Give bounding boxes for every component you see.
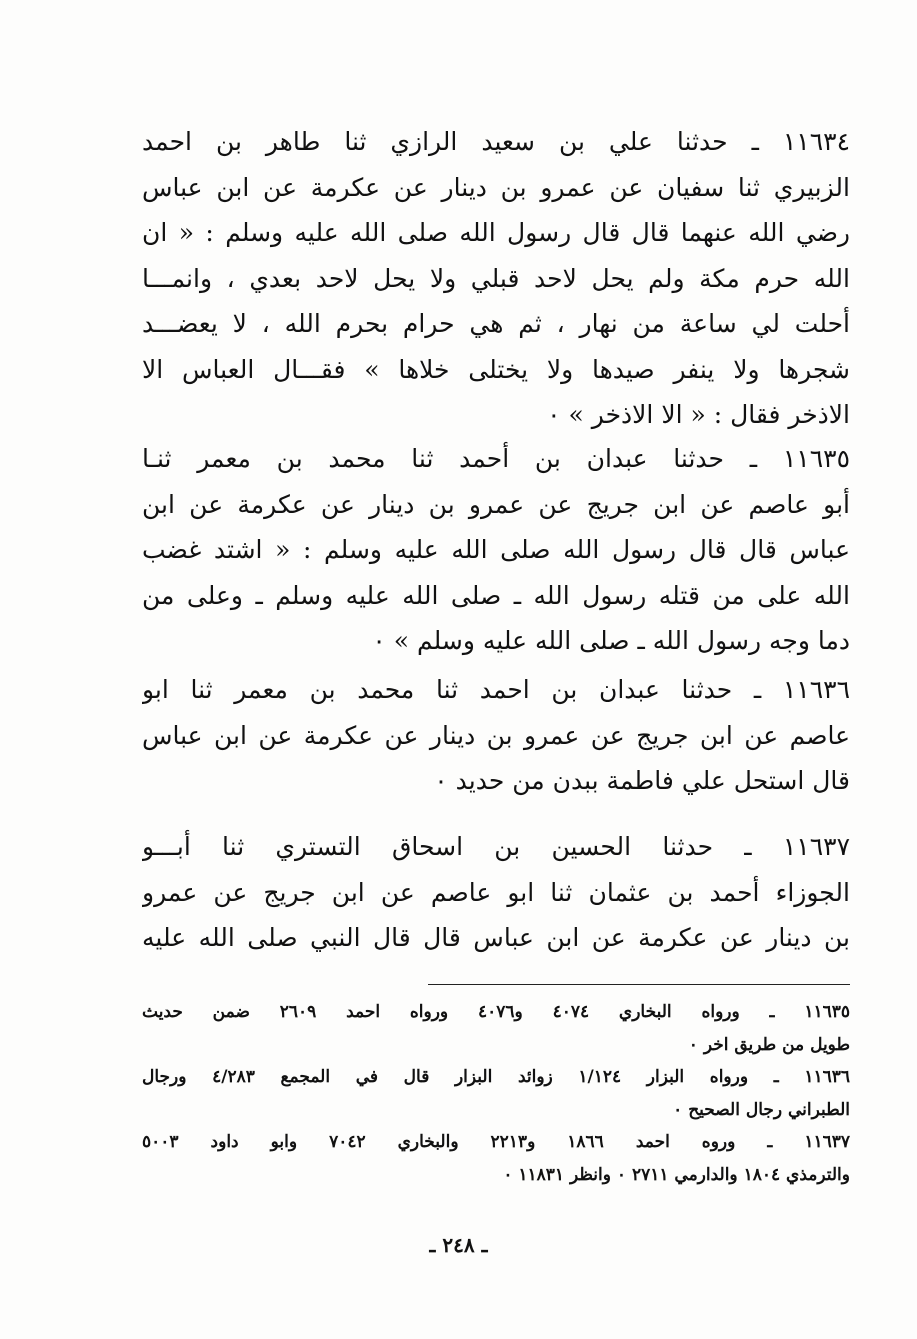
text-line: أبو عاصم عن ابن جريج عن عمرو بن دينار عن عكرمة عن ابن — [142, 489, 850, 519]
hadith-11635 — [142, 436, 850, 664]
page-number: ـ ٢٤٨ ـ — [429, 1233, 488, 1257]
hadith-11634 — [142, 119, 850, 438]
text-line: عباس قال قال رسول الله صلى الله عليه وسلم : « اشتد غضب — [142, 535, 850, 564]
text-line: ١١٦٣٦ ـ حدثنا عبدان بن احمد ثنا محمد بن معمر ثنا ابو — [142, 675, 850, 704]
footnote-line: الطبراني رجال الصحيح ٠ — [673, 1099, 850, 1120]
text-line: الزبيري ثنا سفيان عن عمرو بن دينار عن عكرمة عن ابن عباس — [142, 172, 850, 202]
text-line: شجرها ولا ينفر صيدها ولا يختلى خلاها » فقـــال العباس الا — [142, 354, 850, 384]
text-line: الجوزاء أحمد بن عثمان ثنا ابو عاصم عن ابن جريج عن عمرو — [142, 877, 850, 907]
footnote-line: طويل من طريق اخر ٠ — [688, 1034, 850, 1055]
footnotes — [142, 996, 850, 1191]
footnote-divider — [428, 984, 850, 985]
text-line: قال استحل علي فاطمة ببدن من حديد ٠ — [434, 766, 850, 795]
hadith-11637 — [142, 824, 850, 961]
text-line: بن دينار عن عكرمة عن ابن عباس قال قال النبي صلى الله عليه — [142, 923, 850, 952]
footnote-line: والترمذي ١٨٠٤ والدارمي ٢٧١١ ٠ وانظر ١١٨٣١ ٠ — [503, 1164, 850, 1185]
text-line: رضي الله عنهما قال قال رسول الله صلى الله عليه وسلم : « ان — [142, 218, 850, 247]
footnote-line: ١١٦٣٥ ـ ورواه البخاري ٤٠٧٤ و٤٠٧٦ ورواه احمد ٢٦٠٩ ضمن حديث — [142, 1002, 850, 1022]
hadith-11636 — [142, 667, 850, 804]
text-line: الله حرم مكة ولم يحل لاحد قبلي ولا يحل لاحد بعدي ، وانمـــا — [142, 263, 850, 293]
text-line: ١١٦٣٤ ـ حدثنا علي بن سعيد الرازي ثنا طاهر بن احمد — [142, 127, 850, 156]
text-line: ١١٦٣٧ ـ حدثنا الحسين بن اسحاق التستري ثنا أبـــو — [142, 832, 850, 861]
text-line: الاذخر فقال : « الا الاذخر » ٠ — [547, 400, 850, 429]
text-line: الله على من قتله رسول الله ـ صلى الله عليه وسلم ـ وعلى من — [142, 580, 850, 610]
text-line: ١١٦٣٥ ـ حدثنا عبدان بن أحمد ثنا محمد بن معمر ثنـا — [142, 444, 850, 473]
text-line: أحلت لي ساعة من نهار ، ثم هي حرام بحرم الله ، لا يعضـــد — [142, 309, 850, 338]
footnote-line: ١١٦٣٧ ـ وروه احمد ١٨٦٦ و٢٢١٣ والبخاري ٧٠٤٢ وابو داود ٥٠٠٣ — [142, 1132, 850, 1152]
text-line: عاصم عن ابن جريج عن عمرو بن دينار عن عكرمة عن ابن عباس — [142, 720, 850, 750]
text-line: دما وجه رسول الله ـ صلى الله عليه وسلم » ٠ — [372, 626, 850, 655]
footnote-line: ١١٦٣٦ ـ ورواه البزار ١/١٢٤ زوائد البزار قال في المجمع ٤/٢٨٣ ورجال — [142, 1067, 850, 1087]
